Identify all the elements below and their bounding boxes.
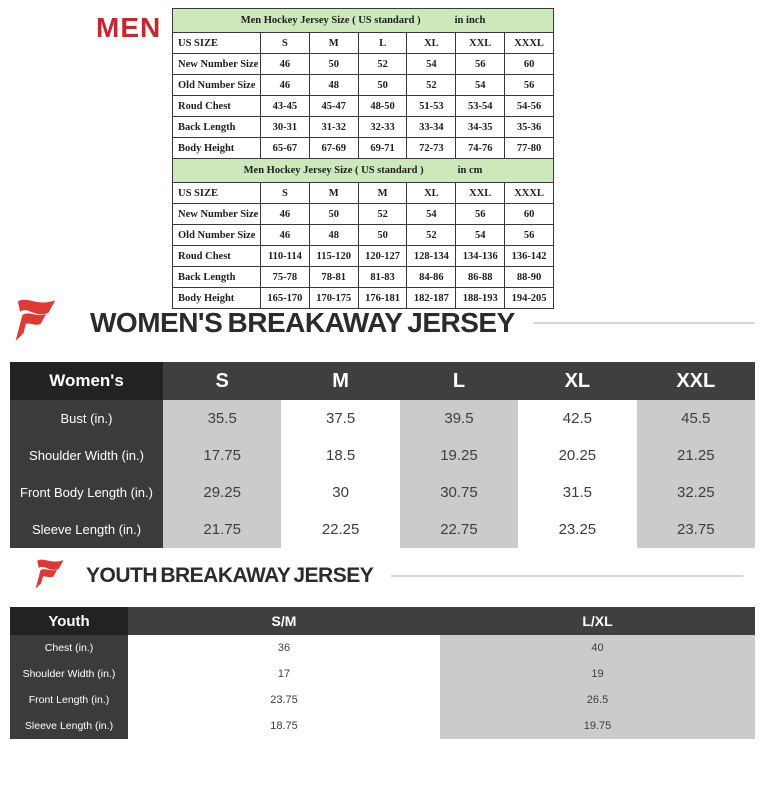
size-cell: 21.75 [163, 511, 281, 548]
size-cell: 35-36 [505, 117, 554, 138]
men-table-caption [173, 159, 554, 183]
header-row [173, 183, 554, 204]
size-cell: 75-78 [261, 267, 310, 288]
row-label: Body Height [173, 288, 261, 309]
row-label: US SIZE [173, 33, 261, 54]
size-cell: 52 [407, 225, 456, 246]
col-header: S [261, 33, 310, 54]
col-header: XXL [637, 362, 755, 400]
size-cell: 194-205 [505, 288, 554, 309]
size-cell: 120-127 [358, 246, 407, 267]
row-label: Old Number Size [173, 225, 261, 246]
size-cell: 19.25 [400, 437, 518, 474]
row-label: Shoulder Width (in.) [10, 661, 128, 687]
row-label: Chest (in.) [10, 635, 128, 661]
size-cell: 23.75 [637, 511, 755, 548]
row-label: Back Length [173, 267, 261, 288]
col-header: XL [407, 183, 456, 204]
col-header: L/XL [440, 607, 755, 635]
size-cell: 170-175 [309, 288, 358, 309]
youth-section-header [34, 558, 743, 594]
size-cell: 50 [309, 204, 358, 225]
row-label: Front Length (in.) [10, 687, 128, 713]
size-cell: 29.25 [163, 474, 281, 511]
size-cell: 54 [456, 225, 505, 246]
col-header: L [358, 33, 407, 54]
size-cell: 54 [456, 75, 505, 96]
size-cell: 19.75 [440, 713, 755, 739]
size-cell: 54-56 [505, 96, 554, 117]
col-header: L [400, 362, 518, 400]
size-cell: 188-193 [456, 288, 505, 309]
table-row [173, 204, 554, 225]
col-header: XXL [456, 33, 505, 54]
size-cell: 110-114 [261, 246, 310, 267]
size-cell: 48-50 [358, 96, 407, 117]
size-cell: 40 [440, 635, 755, 661]
size-cell: 60 [505, 54, 554, 75]
size-cell: 46 [261, 75, 310, 96]
row-label: Front Body Length (in.) [10, 474, 163, 511]
row-label: Roud Chest [173, 246, 261, 267]
men-section-label: MEN [96, 12, 162, 43]
row-label: Shoulder Width (in.) [10, 437, 163, 474]
size-cell: 33-34 [407, 117, 456, 138]
size-cell: 50 [309, 54, 358, 75]
size-cell: 182-187 [407, 288, 456, 309]
row-label: Sleeve Length (in.) [10, 713, 128, 739]
size-cell: 128-134 [407, 246, 456, 267]
size-cell: 23.75 [128, 687, 440, 713]
size-cell: 39.5 [400, 400, 518, 437]
caption-title: Men Hockey Jersey Size ( US standard ) [243, 165, 424, 176]
col-header: S [261, 183, 310, 204]
size-cell: 115-120 [309, 246, 358, 267]
table-row [173, 267, 554, 288]
size-cell: 65-67 [261, 138, 310, 159]
col-header: XXL [456, 183, 505, 204]
row-label: Sleeve Length (in.) [10, 511, 163, 548]
header-row [173, 33, 554, 54]
header-row [10, 362, 755, 400]
size-cell: 56 [505, 225, 554, 246]
size-cell: 165-170 [261, 288, 310, 309]
col-header: S [163, 362, 281, 400]
size-cell: 52 [407, 75, 456, 96]
col-header: XXXL [505, 33, 554, 54]
table-row [10, 437, 755, 474]
size-cell: 22.25 [281, 511, 399, 548]
size-cell: 176-181 [358, 288, 407, 309]
col-header: S/M [128, 607, 440, 635]
womens-section-header [12, 298, 755, 348]
col-header: XXXL [505, 183, 554, 204]
size-cell: 19 [440, 661, 755, 687]
row-label: New Number Size [173, 54, 261, 75]
divider-line [391, 575, 743, 577]
col-header: M [358, 183, 407, 204]
size-cell: 53-54 [456, 96, 505, 117]
row-label: Body Height [173, 138, 261, 159]
size-cell: 46 [261, 54, 310, 75]
size-cell: 67-69 [309, 138, 358, 159]
size-cell: 88-90 [505, 267, 554, 288]
row-label: Back Length [173, 117, 261, 138]
table-caption-row [173, 159, 554, 183]
size-cell: 134-136 [456, 246, 505, 267]
size-cell: 18.75 [128, 713, 440, 739]
size-cell: 35.5 [163, 400, 281, 437]
fanatics-flag-f-icon [34, 558, 66, 594]
womens-size-table-wrap [10, 362, 755, 548]
table-row [173, 54, 554, 75]
size-cell: 30 [281, 474, 399, 511]
size-cell: 51-53 [407, 96, 456, 117]
corner-header: Women's [10, 362, 163, 400]
youth-size-table-wrap [10, 607, 755, 739]
table-row [10, 713, 755, 739]
fanatics-flag-f-icon [12, 298, 60, 348]
size-cell: 31-32 [309, 117, 358, 138]
womens-size-table [10, 362, 755, 548]
size-cell: 69-71 [358, 138, 407, 159]
size-cell: 60 [505, 204, 554, 225]
row-label: Bust (in.) [10, 400, 163, 437]
caption-unit: in cm [457, 165, 483, 176]
table-row [173, 75, 554, 96]
size-cell: 74-76 [456, 138, 505, 159]
row-label: New Number Size [173, 204, 261, 225]
header-row [10, 607, 755, 635]
size-cell: 136-142 [505, 246, 554, 267]
table-row [173, 117, 554, 138]
size-cell: 56 [456, 54, 505, 75]
table-row [173, 225, 554, 246]
size-cell: 21.25 [637, 437, 755, 474]
size-cell: 22.75 [400, 511, 518, 548]
table-row [173, 96, 554, 117]
men-size-table [172, 8, 554, 309]
size-cell: 78-81 [309, 267, 358, 288]
caption-unit: in inch [454, 15, 486, 26]
row-label: Old Number Size [173, 75, 261, 96]
size-cell: 46 [261, 225, 310, 246]
size-cell: 45.5 [637, 400, 755, 437]
size-cell: 31.5 [518, 474, 636, 511]
womens-section-title: WOMEN'S BREAKAWAY JERSEY [90, 307, 515, 338]
size-cell: 18.5 [281, 437, 399, 474]
size-cell: 50 [358, 225, 407, 246]
size-cell: 45-47 [309, 96, 358, 117]
size-cell: 48 [309, 225, 358, 246]
table-row [173, 246, 554, 267]
table-caption-row [173, 9, 554, 33]
men-size-table-wrap [172, 8, 554, 309]
col-header: M [281, 362, 399, 400]
table-row [173, 138, 554, 159]
size-cell: 52 [358, 54, 407, 75]
col-header: M [309, 183, 358, 204]
size-cell: 20.25 [518, 437, 636, 474]
size-cell: 30-31 [261, 117, 310, 138]
row-label: US SIZE [173, 183, 261, 204]
size-cell: 54 [407, 204, 456, 225]
size-cell: 81-83 [358, 267, 407, 288]
size-cell: 72-73 [407, 138, 456, 159]
row-label: Roud Chest [173, 96, 261, 117]
size-cell: 17 [128, 661, 440, 687]
size-cell: 17.75 [163, 437, 281, 474]
size-cell: 42.5 [518, 400, 636, 437]
men-table-caption [173, 9, 554, 33]
size-cell: 32-33 [358, 117, 407, 138]
size-cell: 52 [358, 204, 407, 225]
table-row [10, 400, 755, 437]
col-header: M [309, 33, 358, 54]
size-cell: 56 [456, 204, 505, 225]
size-cell: 36 [128, 635, 440, 661]
table-row [10, 635, 755, 661]
size-cell: 23.25 [518, 511, 636, 548]
col-header: XL [407, 33, 456, 54]
caption-title: Men Hockey Jersey Size ( US standard ) [240, 15, 421, 26]
table-row [10, 511, 755, 548]
size-cell: 48 [309, 75, 358, 96]
size-cell: 32.25 [637, 474, 755, 511]
size-cell: 50 [358, 75, 407, 96]
size-cell: 56 [505, 75, 554, 96]
size-cell: 34-35 [456, 117, 505, 138]
size-cell: 43-45 [261, 96, 310, 117]
size-cell: 86-88 [456, 267, 505, 288]
divider-line [533, 322, 755, 324]
table-row [10, 687, 755, 713]
size-cell: 54 [407, 54, 456, 75]
size-cell: 77-80 [505, 138, 554, 159]
size-cell: 26.5 [440, 687, 755, 713]
corner-header: Youth [10, 607, 128, 635]
size-cell: 46 [261, 204, 310, 225]
table-row [10, 474, 755, 511]
size-cell: 37.5 [281, 400, 399, 437]
size-cell: 30.75 [400, 474, 518, 511]
table-row [10, 661, 755, 687]
youth-size-table [10, 607, 755, 739]
size-cell: 84-86 [407, 267, 456, 288]
col-header: XL [518, 362, 636, 400]
youth-section-title: YOUTH BREAKAWAY JERSEY [86, 564, 374, 587]
